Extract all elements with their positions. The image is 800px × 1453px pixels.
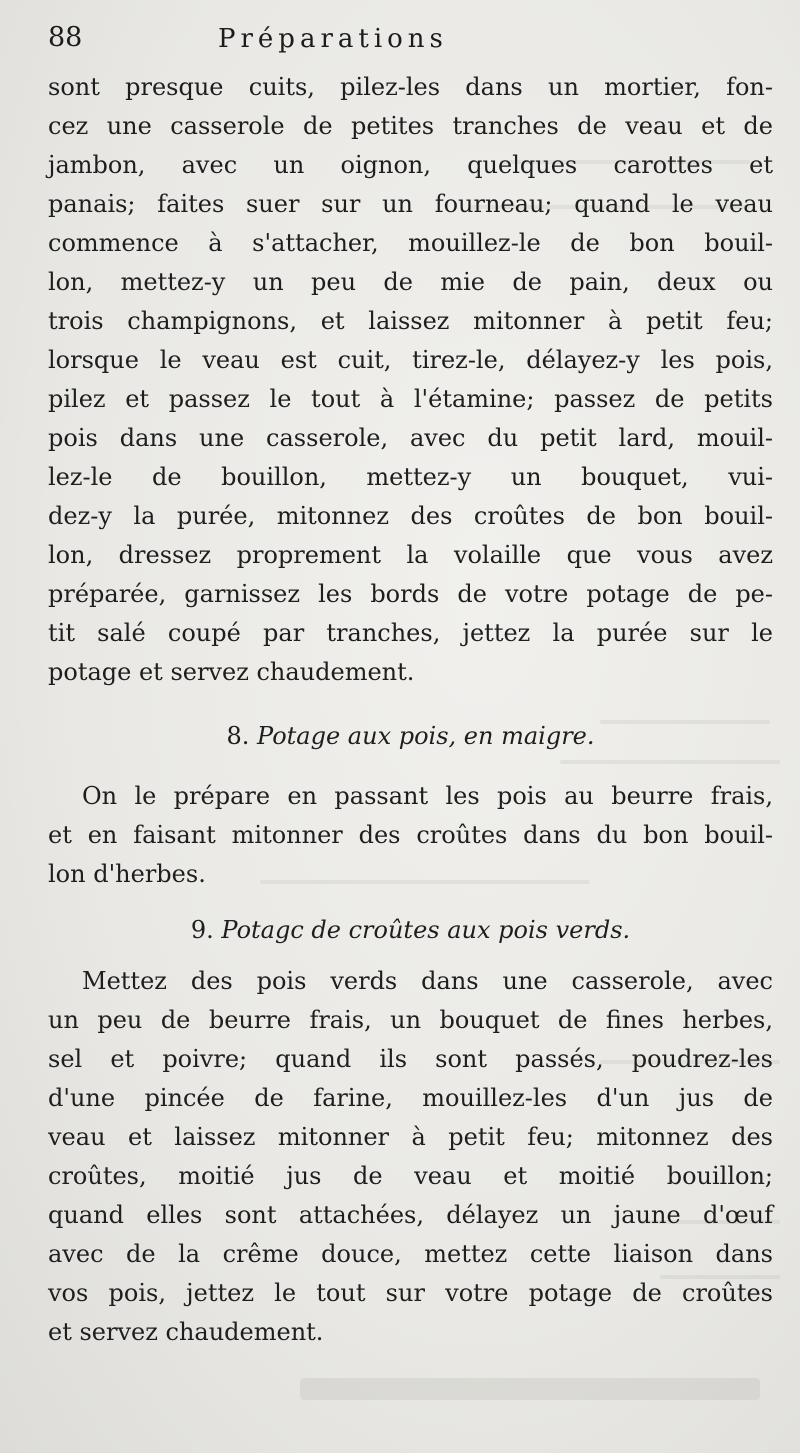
text-line: lon, dressez proprement la volaille que vous avez: [48, 541, 773, 569]
text-line: panais; faites suer sur un fourneau; quand le veau: [48, 190, 773, 218]
text-line: potage et servez chaudement.: [48, 658, 415, 686]
text-line: sont presque cuits, pilez-les dans un mortier, fon-: [48, 73, 773, 101]
text-line: préparée, garnissez les bords de votre potage de pe-: [48, 580, 773, 608]
section-heading-9: [48, 915, 773, 945]
section-heading-8: [48, 721, 773, 751]
page-header: [48, 20, 768, 60]
text-line: commence à s'attacher, mouillez-le de bon bouil-: [48, 229, 773, 257]
text-line: lez-le de bouillon, mettez-y un bouquet, vui-: [48, 463, 773, 491]
text-line: avec de la crême douce, mettez cette liaison dans: [48, 1240, 773, 1268]
text-line: lon d'herbes.: [48, 860, 206, 888]
text-line: pilez et passez le tout à l'étamine; passez de petits: [48, 385, 773, 413]
section-number: 9.: [190, 916, 214, 944]
text-line: lorsque le veau est cuit, tirez-le, délayez-y les pois,: [48, 346, 773, 374]
text-line: d'une pincée de farine, mouillez-les d'un jus de: [48, 1084, 773, 1112]
text-line: tit salé coupé par tranches, jettez la purée sur le: [48, 619, 773, 647]
text-line: sel et poivre; quand ils sont passés, poudrez-les: [48, 1045, 773, 1073]
text-line: un peu de beurre frais, un bouquet de fines herbes,: [48, 1006, 773, 1034]
section-title: Potage aux pois, en maigre.: [257, 722, 595, 750]
page-number: 88: [48, 22, 83, 53]
text-line: pois dans une casserole, avec du petit lard, mouil-: [48, 424, 773, 452]
running-title: Préparations: [218, 24, 448, 54]
text-line: et servez chaudement.: [48, 1318, 324, 1346]
text-line: veau et laissez mitonner à petit feu; mitonnez des: [48, 1123, 773, 1151]
text-line: jambon, avec un oignon, quelques carottes et: [48, 151, 773, 179]
text-line: vos pois, jettez le tout sur votre potage de croûtes: [48, 1279, 773, 1307]
text-line: cez une casserole de petites tranches de veau et de: [48, 112, 773, 140]
text-line: et en faisant mitonner des croûtes dans du bon bouil-: [48, 821, 773, 849]
text-line: On le prépare en passant les pois au beurre frais,: [82, 782, 773, 810]
text-line: dez-y la purée, mitonnez des croûtes de bon bouil-: [48, 502, 773, 530]
text-line: lon, mettez-y un peu de mie de pain, deux ou: [48, 268, 773, 296]
text-line: trois champignons, et laissez mitonner à petit feu;: [48, 307, 773, 335]
text-line: quand elles sont attachées, délayez un jaune d'œuf: [48, 1201, 773, 1229]
text-line: croûtes, moitié jus de veau et moitié bouillon;: [48, 1162, 773, 1190]
text-line: Mettez des pois verds dans une casserole, avec: [82, 967, 773, 995]
section-number: 8.: [226, 722, 250, 750]
section-title: Potagc de croûtes aux pois verds.: [221, 916, 631, 944]
